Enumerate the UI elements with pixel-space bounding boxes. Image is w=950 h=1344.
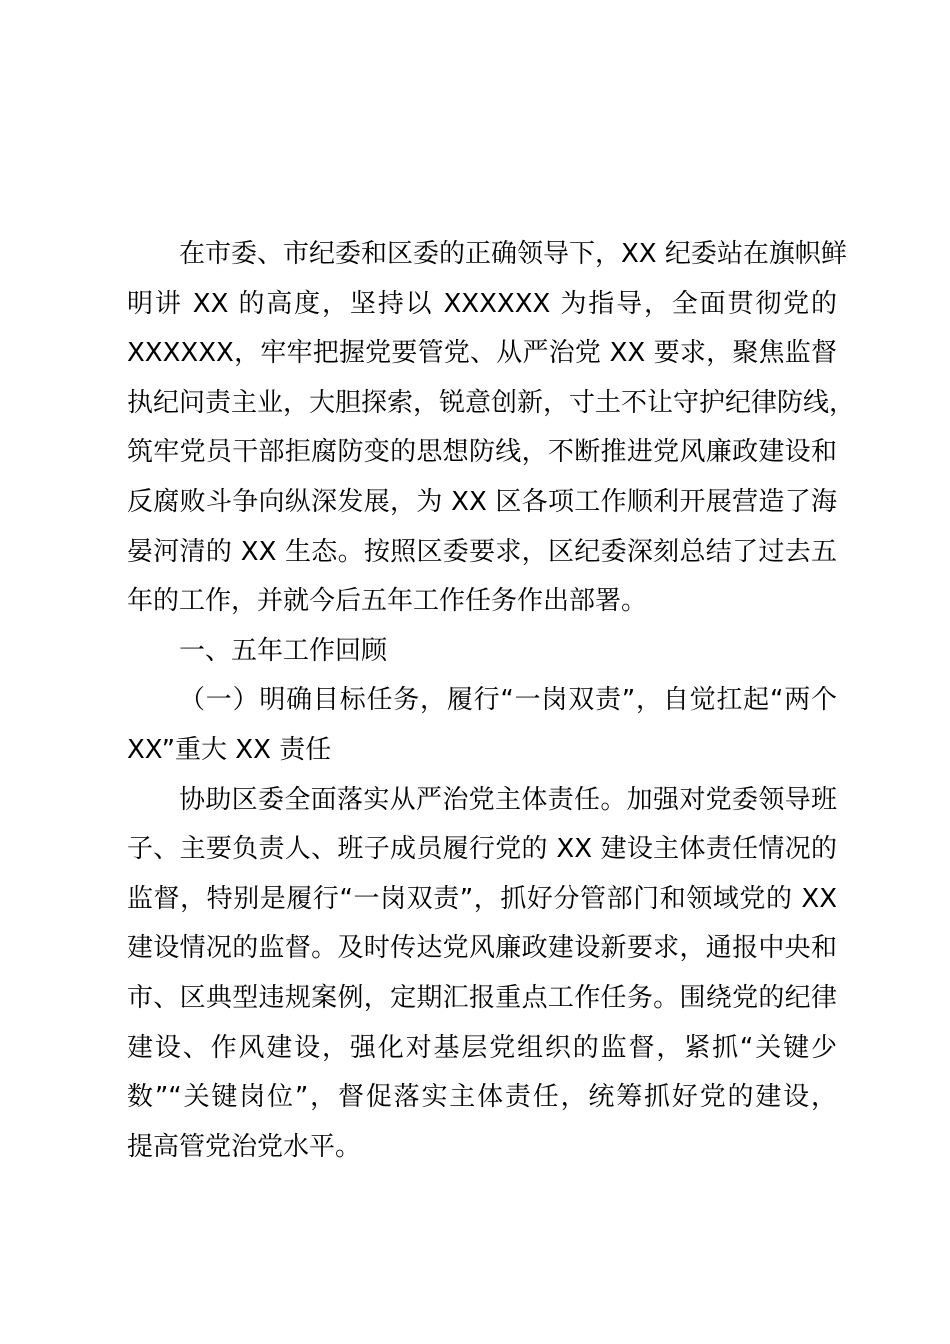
subsection-heading [127, 676, 837, 775]
text-line: 年的工作，并就今后五年工作任务作出部署。 [127, 586, 648, 617]
text-line: 一、五年工作回顾 [179, 635, 388, 666]
text-line: 子、主要负责人、班子成员履行党的 XX 建设主体责任情况的 [127, 834, 837, 865]
text-line: 晏河清的 XX 生态。按照区委要求，区纪委深刻总结了过去五 [127, 536, 837, 567]
text-line: XX”重大 XX 责任 [127, 734, 332, 765]
text-line: 在市委、市纪委和区委的正确领导下，XX 纪委站在旗帜鲜 [179, 239, 847, 269]
text-line: 监督，特别是履行“一岗双责”，抓好分管部门和领域党的 XX [127, 883, 837, 914]
text-line: 建设、作风建设，强化对基层党组织的监督，紧抓“关键少 [127, 1032, 837, 1063]
text-line: 筑牢党员干部拒腐防变的思想防线，不断推进党风廉政建设和 [127, 437, 837, 468]
text-line: 建设情况的监督。及时传达党风廉政建设新要求，通报中央和 [127, 933, 837, 964]
text-line: 协助区委全面落实从严治党主体责任。加强对党委领导班 [179, 784, 837, 815]
text-line: 明讲 XX 的高度，坚持以 XXXXXX 为指导，全面贯彻党的 [127, 288, 837, 319]
body-paragraph [127, 776, 837, 1173]
section-heading [127, 627, 837, 677]
text-line: 市、区典型违规案例，定期汇报重点工作任务。围绕党的纪律 [127, 982, 837, 1013]
text-line: 反腐败斗争向纵深发展，为 XX 区各项工作顺利开展营造了海 [127, 486, 837, 517]
document-page [127, 230, 856, 1172]
text-line: 数”“关键岗位”，督促落实主体责任，统筹抓好党的建设， [127, 1082, 837, 1113]
text-line: 执纪问责主业，大胆探索，锐意创新，寸土不让守护纪律防线， [127, 387, 856, 418]
text-line: XXXXXX，牢牢把握党要管党、从严治党 XX 要求，聚焦监督 [127, 338, 837, 369]
text-line: （一）明确目标任务，履行“一岗双责”，自觉扛起“两个 [179, 685, 837, 716]
intro-paragraph [127, 230, 856, 627]
text-line: 提高管党治党水平。 [127, 1131, 362, 1162]
